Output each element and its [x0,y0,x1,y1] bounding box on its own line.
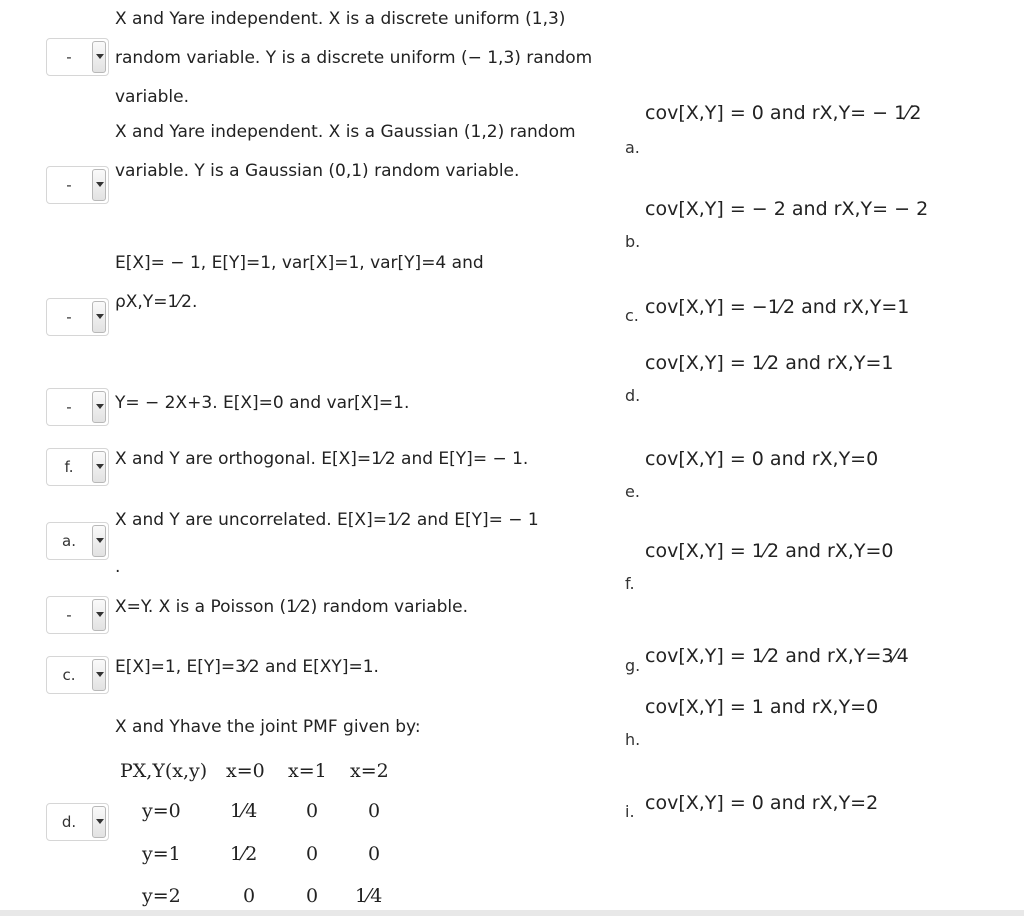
pmf-header-x1: x=1 [288,760,327,782]
option-f-text: cov[X,Y] = 1⁄2 and rX,Y=0 [645,540,894,562]
pmf-header-label: PX,Y(x,y) [120,760,208,782]
option-h-label: h. [625,730,641,749]
pmf-row-y0-x1: 0 [306,800,319,822]
question-2-line-1: X and Yare independent. X is a Gaussian (1,2) random [115,122,576,142]
question-1-line-3: variable. [115,87,189,107]
option-c-text: cov[X,Y] = −1⁄2 and rX,Y=1 [645,296,910,318]
answer-select-6-value: a. [62,532,76,550]
option-d-text: cov[X,Y] = 1⁄2 and rX,Y=1 [645,352,894,374]
option-a-text: cov[X,Y] = 0 and rX,Y= − 1⁄2 [645,102,922,124]
option-g-text: cov[X,Y] = 1⁄2 and rX,Y=3⁄4 [645,645,909,667]
answer-select-7[interactable] [46,596,109,634]
chevron-down-icon[interactable] [92,659,106,691]
answer-select-1-value: - [66,48,72,66]
question-1-line-1: X and Yare independent. X is a discrete uniform (1,3) [115,9,566,29]
chevron-down-icon[interactable] [92,169,106,201]
answer-select-3[interactable] [46,298,109,336]
answer-select-8[interactable] [46,656,109,694]
option-a-label: a. [625,138,640,157]
pmf-header-x0: x=0 [226,760,265,782]
chevron-down-icon[interactable] [92,525,106,557]
pmf-row-y1-label: y=1 [142,843,181,865]
question-7-line-1: X=Y. X is a Poisson (1⁄2) random variable. [115,597,469,617]
answer-select-5[interactable] [46,448,109,486]
option-b-text: cov[X,Y] = − 2 and rX,Y= − 2 [645,198,929,220]
option-f-label: f. [625,574,635,593]
question-4-line-1: Y= − 2X+3. E[X]=0 and var[X]=1. [115,393,410,413]
option-c-label: c. [625,306,639,325]
option-d-label: d. [625,386,641,405]
option-i-label: i. [625,802,635,821]
chevron-down-icon[interactable] [92,599,106,631]
pmf-row-y0-label: y=0 [142,800,181,822]
chevron-down-icon[interactable] [92,391,106,423]
option-e-label: e. [625,482,640,501]
pmf-header-x2: x=2 [350,760,389,782]
answer-select-5-value: f. [64,458,74,476]
question-9-line-1: X and Yhave the joint PMF given by: [115,717,421,737]
pmf-row-y2-x1: 0 [306,885,319,907]
pmf-row-y1-x2: 0 [368,843,381,865]
question-5-line-1: X and Y are orthogonal. E[X]=1⁄2 and E[Y]= − 1. [115,449,529,469]
option-e-text: cov[X,Y] = 0 and rX,Y=0 [645,448,879,470]
chevron-down-icon[interactable] [92,41,106,73]
question-8-line-1: E[X]=1, E[Y]=3⁄2 and E[XY]=1. [115,657,379,677]
answer-select-1[interactable] [46,38,109,76]
chevron-down-icon[interactable] [92,451,106,483]
answer-select-6[interactable] [46,522,109,560]
question-3-line-1: E[X]= − 1, E[Y]=1, var[X]=1, var[Y]=4 and [115,253,484,273]
question-6-line-2: . [115,557,121,577]
chevron-down-icon[interactable] [92,806,106,838]
option-g-label: g. [625,656,641,675]
chevron-down-icon[interactable] [92,301,106,333]
pmf-row-y2-x2: 1⁄4 [355,885,383,907]
answer-select-2-value: - [66,176,72,194]
answer-select-4[interactable] [46,388,109,426]
answer-select-2[interactable] [46,166,109,204]
pmf-row-y0-x2: 0 [368,800,381,822]
answer-select-8-value: c. [62,666,76,684]
answer-select-3-value: - [66,308,72,326]
bottom-scroll-edge [0,910,1024,916]
question-6-line-1: X and Y are uncorrelated. E[X]=1⁄2 and E[Y]= − 1 [115,510,539,530]
question-1-line-2: random variable. Y is a discrete uniform (− 1,3) random [115,48,593,68]
question-2-line-2: variable. Y is a Gaussian (0,1) random variable. [115,161,520,181]
answer-select-9[interactable] [46,803,109,841]
pmf-row-y0-x0: 1⁄4 [230,800,258,822]
answer-select-4-value: - [66,398,72,416]
option-b-label: b. [625,232,641,251]
answer-select-7-value: - [66,606,72,624]
option-i-text: cov[X,Y] = 0 and rX,Y=2 [645,792,879,814]
pmf-row-y1-x0: 1⁄2 [230,843,258,865]
question-3-line-2: ρX,Y=1⁄2. [115,292,198,312]
pmf-row-y2-x0: 0 [243,885,256,907]
option-h-text: cov[X,Y] = 1 and rX,Y=0 [645,696,879,718]
pmf-row-y1-x1: 0 [306,843,319,865]
pmf-row-y2-label: y=2 [142,885,181,907]
answer-select-9-value: d. [61,813,77,831]
